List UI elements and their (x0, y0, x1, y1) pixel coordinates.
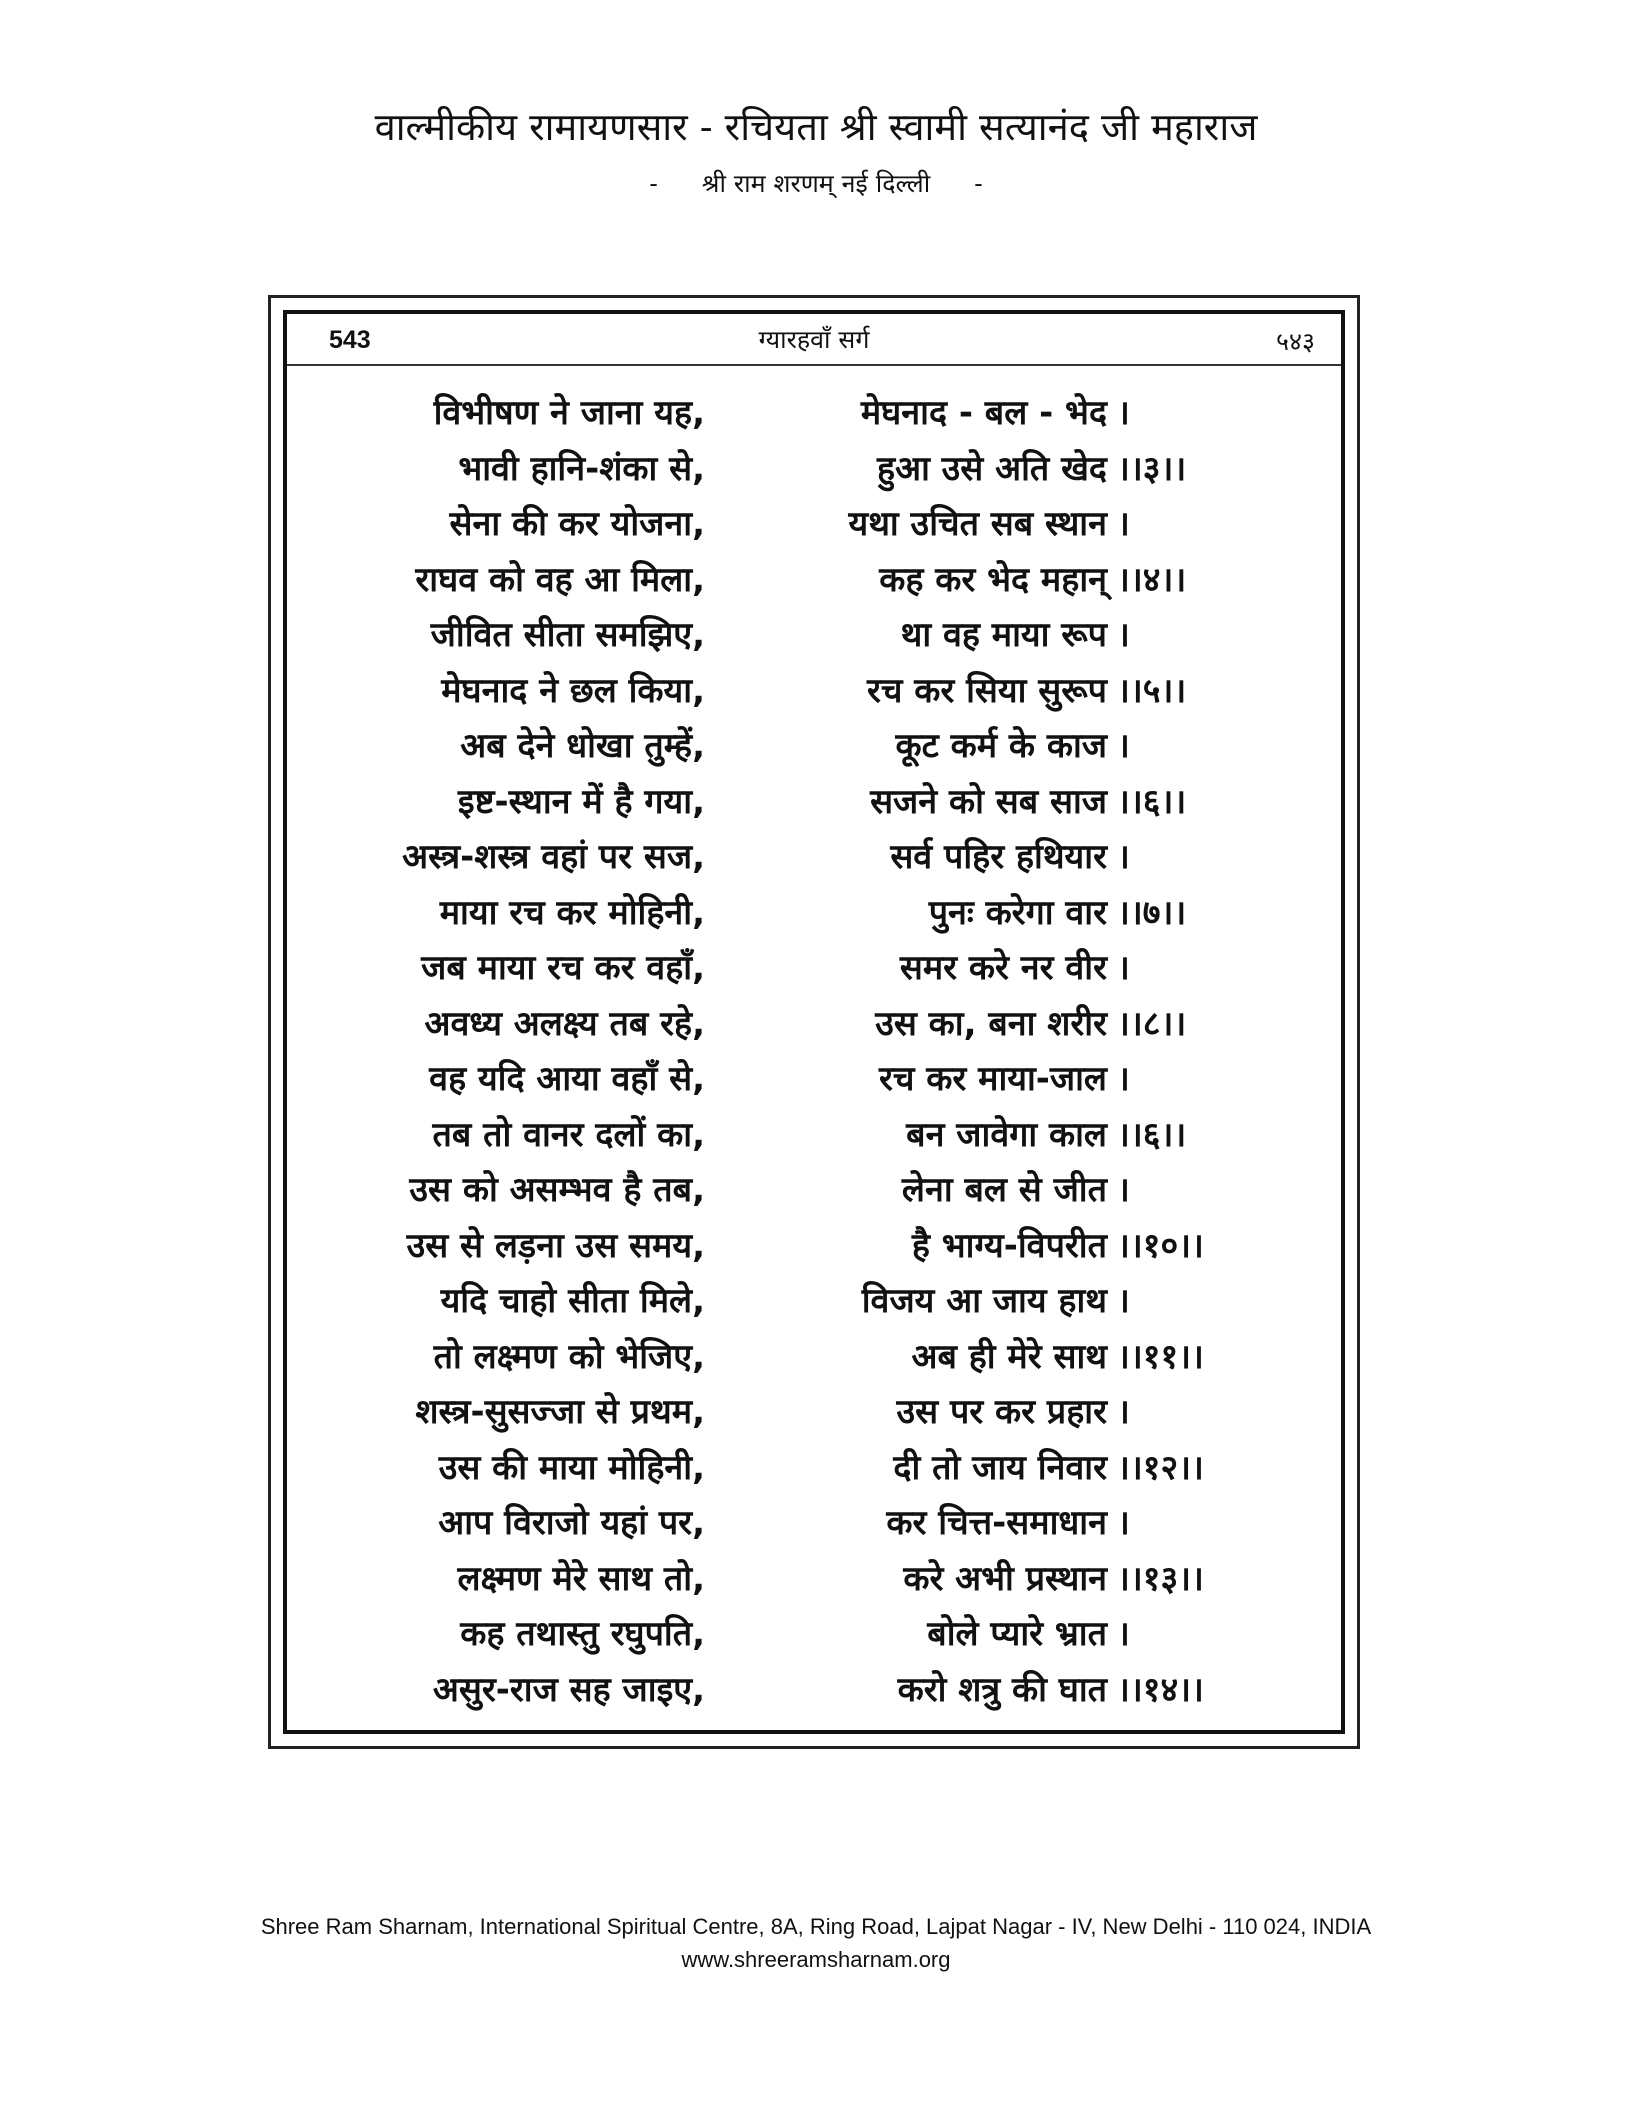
verse-first-half: तो लक्ष्मण को भेजिए, (433, 1336, 705, 1377)
verse-line (287, 1106, 1341, 1162)
footer-website: www.shreeramsharnam.org (681, 1947, 951, 1972)
verse-marker: ।।४।। (1117, 559, 1187, 600)
verse-first-half: सेना की कर योजना, (449, 504, 705, 544)
verse-second-half: सजने को सब साज (870, 781, 1107, 822)
verse-first-half: मेघनाद ने छल किया, (441, 670, 705, 711)
verse-second-half: था वह माया रूप (900, 615, 1107, 655)
page-frame (268, 295, 1360, 1749)
verse-marker: । (1117, 1059, 1130, 1099)
verse-line (287, 384, 1341, 440)
verse-marker: ।।६।। (1117, 1114, 1187, 1155)
verse-marker: । (1117, 948, 1130, 988)
verse-second-half: करे अभी प्रस्थान (903, 1558, 1107, 1599)
verse-marker: ।।११।। (1117, 1336, 1204, 1377)
verse-second-half: हुआ उसे अति खेद (877, 448, 1107, 489)
verse-marker: ।।१४।। (1117, 1669, 1204, 1710)
verse-second-half: लेना बल से जीत (901, 1170, 1107, 1210)
verse-line (287, 440, 1341, 496)
verse-marker: । (1117, 837, 1130, 877)
verse-line (287, 1272, 1341, 1328)
verse-second-half: विजय आ जाय हाथ (861, 1281, 1107, 1321)
verse-list (287, 384, 1341, 1716)
verse-marker: । (1117, 1614, 1130, 1654)
verse-marker: । (1117, 504, 1130, 544)
verse-line (287, 1161, 1341, 1217)
verse-line (287, 662, 1341, 718)
document-title: वाल्मीकीय रामायणसार - रचियता श्री स्वामी सत्यानंद जी महाराज (374, 105, 1258, 149)
verse-second-half: यथा उचित सब स्थान (848, 504, 1107, 544)
verse-line (287, 1383, 1341, 1439)
verse-marker: । (1117, 615, 1130, 655)
verse-second-half: पुनः करेगा वार (928, 892, 1107, 933)
verse-first-half: यदि चाहो सीता मिले, (440, 1281, 705, 1321)
page-inner-frame (283, 310, 1345, 1734)
footer (0, 1910, 1632, 1976)
verse-marker: ।।१३।। (1117, 1558, 1204, 1599)
verse-line (287, 1439, 1341, 1495)
verse-line (287, 1550, 1341, 1606)
verse-first-half: राघव को वह आ मिला, (415, 559, 705, 600)
verse-first-half: वह यदि आया वहाँ से, (429, 1059, 705, 1099)
verse-first-half: शस्त्र-सुसज्जा से प्रथम, (415, 1392, 705, 1432)
verse-marker: ।।३।। (1117, 448, 1187, 489)
verse-second-half: कर चित्त-समाधान (886, 1503, 1107, 1543)
verse-second-half: अब ही मेरे साथ (911, 1336, 1107, 1377)
verse-marker: । (1117, 726, 1130, 766)
verse-first-half: उस को असम्भव है तब, (409, 1170, 705, 1210)
verse-line (287, 551, 1341, 607)
verse-first-half: माया रच कर मोहिनी, (439, 892, 705, 933)
verse-first-half: अब देने धोखा तुम्हें, (460, 726, 705, 766)
verse-line (287, 828, 1341, 884)
verse-first-half: अस्त्र-शस्त्र वहां पर सज, (402, 837, 705, 877)
verse-line (287, 1217, 1341, 1273)
verse-line (287, 606, 1341, 662)
verse-second-half: करो शत्रु की घात (897, 1669, 1107, 1710)
verse-line (287, 773, 1341, 829)
verse-second-half: समर करे नर वीर (899, 948, 1107, 988)
verse-first-half: उस से लड़ना उस समय, (406, 1225, 705, 1266)
verse-first-half: असुर-राज सह जाइए, (432, 1669, 705, 1710)
verse-line (287, 939, 1341, 995)
verse-first-half: तब तो वानर दलों का, (432, 1114, 705, 1155)
verse-marker: ।।७।। (1117, 892, 1187, 933)
verse-line (287, 1661, 1341, 1717)
page-number-devanagari: ५४३ (1275, 327, 1315, 356)
verse-first-half: कह तथास्तु रघुपति, (460, 1614, 705, 1654)
verse-first-half: उस की माया मोहिनी, (438, 1447, 705, 1488)
verse-marker: ।।५।। (1117, 670, 1187, 711)
verse-line (287, 1605, 1341, 1661)
verse-marker: । (1117, 1503, 1130, 1543)
verse-first-half: इष्ट-स्थान में है गया, (457, 781, 705, 822)
verse-first-half: जीवित सीता समझिए, (430, 615, 705, 655)
verse-marker: ।।१२।। (1117, 1447, 1204, 1488)
verse-second-half: रच कर माया-जाल (878, 1059, 1107, 1099)
verse-first-half: आप विराजो यहां पर, (438, 1503, 705, 1543)
footer-address: Shree Ram Sharnam, International Spiritual Centre, 8A, Ring Road, Lajpat Nagar - IV, New Delhi - 110 024, INDIA (260, 1914, 1372, 1939)
verse-line (287, 717, 1341, 773)
chapter-title: ग्यारहवाँ सर्ग (758, 325, 870, 354)
verse-second-half: रच कर सिया सुरूप (866, 670, 1107, 711)
verse-marker: । (1117, 1392, 1130, 1432)
verse-second-half: है भाग्य-विपरीत (911, 1225, 1107, 1266)
verse-second-half: कूट कर्म के काज (895, 726, 1107, 766)
verse-first-half: लक्ष्मण मेरे साथ तो, (457, 1558, 705, 1599)
verse-second-half: मेघनाद - बल - भेद (860, 393, 1107, 433)
verse-second-half: कह कर भेद महान् (879, 559, 1107, 600)
verse-line (287, 884, 1341, 940)
verse-second-half: दी तो जाय निवार (893, 1447, 1107, 1488)
verse-second-half: बन जावेगा काल (906, 1114, 1107, 1155)
subtitle-dash-left: - (649, 169, 658, 198)
subtitle-dash-right: - (974, 169, 983, 198)
verse-first-half: विभीषण ने जाना यह, (433, 393, 705, 433)
verse-first-half: जब माया रच कर वहाँ, (421, 948, 705, 988)
verse-marker: । (1117, 393, 1130, 433)
verse-marker: । (1117, 1170, 1130, 1210)
verse-second-half: उस का, बना शरीर (875, 1003, 1107, 1044)
verse-marker: । (1117, 1281, 1130, 1321)
verse-second-half: उस पर कर प्रहार (896, 1392, 1107, 1432)
verse-first-half: भावी हानि-शंका से, (458, 448, 705, 489)
verse-line (287, 1050, 1341, 1106)
verse-first-half: अवध्य अलक्ष्य तब रहे, (424, 1003, 705, 1044)
page-number-latin: 543 (329, 326, 371, 354)
verse-line (287, 995, 1341, 1051)
verse-line (287, 495, 1341, 551)
document-subtitle (0, 166, 1632, 200)
verse-second-half: सर्व पहिर हथियार (890, 837, 1107, 877)
verse-line (287, 1328, 1341, 1384)
verse-marker: ।।१०।। (1117, 1225, 1204, 1266)
verse-line (287, 1494, 1341, 1550)
verse-second-half: बोले प्यारे भ्रात (927, 1614, 1107, 1654)
page-header (287, 314, 1341, 366)
subtitle-text: श्री राम शरणम् नई दिल्ली (701, 169, 931, 198)
verse-marker: ।।८।। (1117, 1003, 1187, 1044)
verse-marker: ।।६।। (1117, 781, 1187, 822)
